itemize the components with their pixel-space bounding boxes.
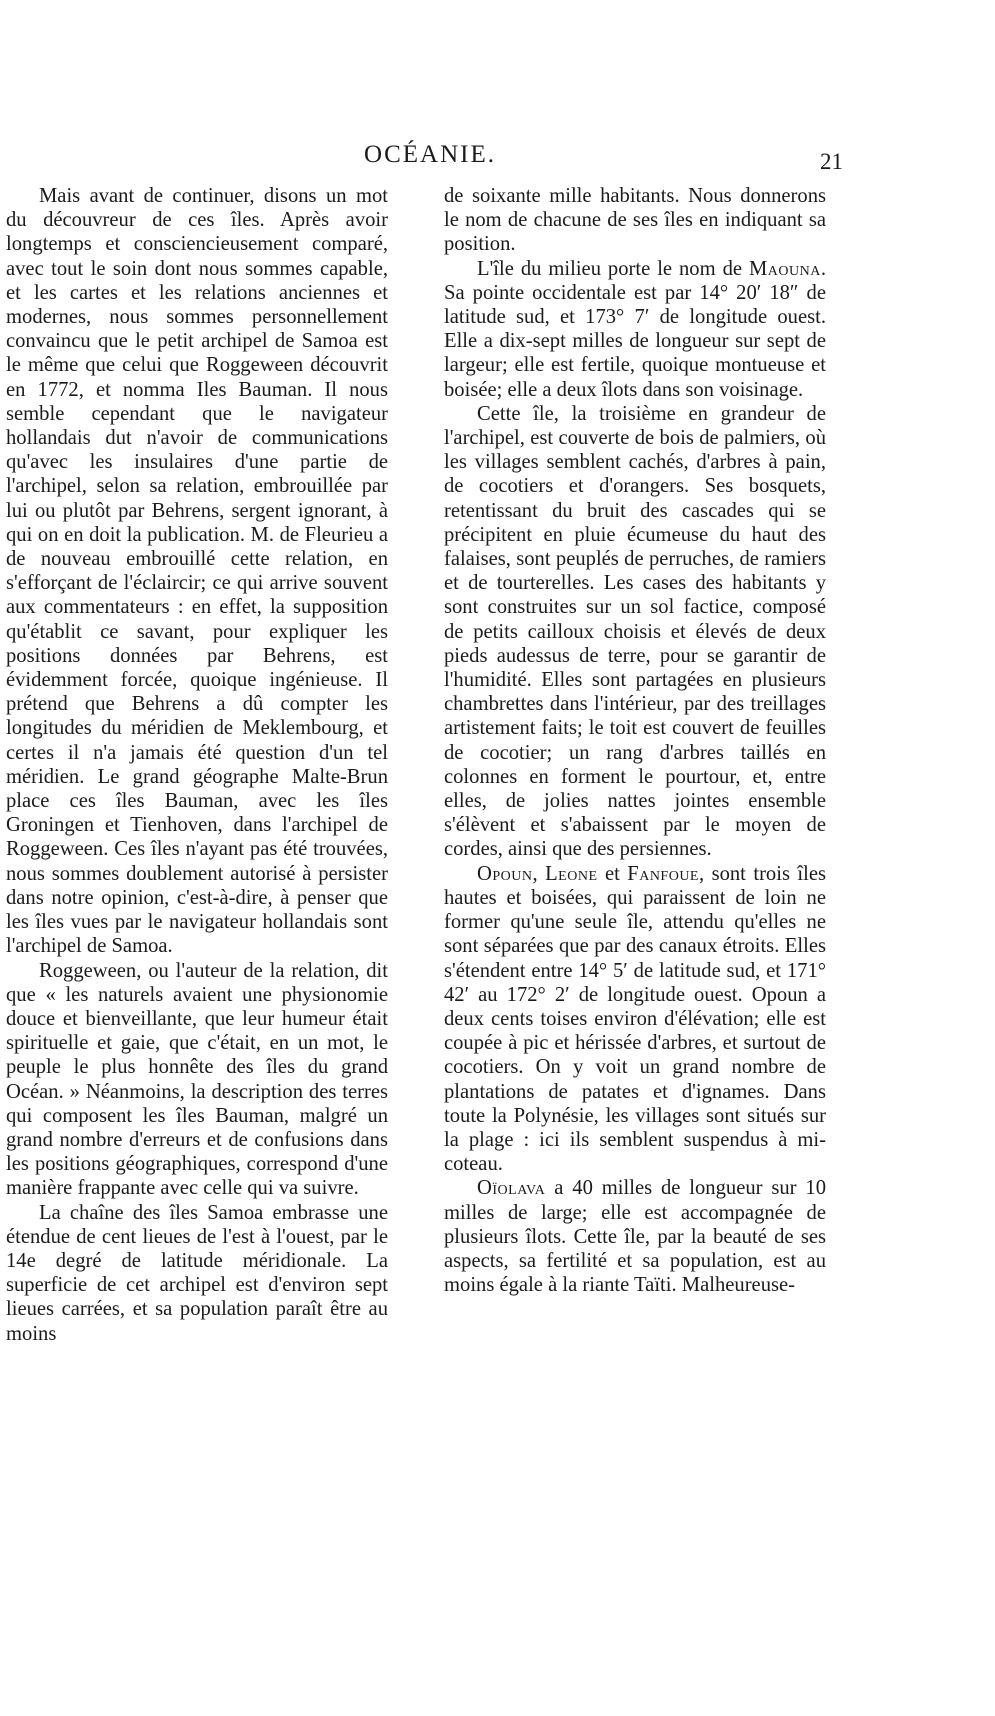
left-paragraph-2: Roggeween, ou l'auteur de la relation, dit que « les naturels avaient une physionomie douce et bienveillante, que leur humeur était spirituelle et gaie, que c'était, en un mot, le peuple le plus honnête des îles du grand Océan. » Néanmoins, la description des terres qui composent les îles Bauman, malgré un grand nombre d'erreurs et de confusions dans les positions géographiques, correspond d'une manière frappante avec celle qui va suivre. — [6, 959, 388, 1200]
right-paragraph-2 — [444, 257, 826, 402]
right-paragraph-4 — [444, 862, 826, 1177]
island-name-leone: Leone — [545, 862, 598, 885]
island-name-maouna: Maouna — [748, 257, 821, 280]
island-name-oiolava: Oïolava — [477, 1177, 546, 1200]
running-title: OCÉANIE. — [364, 141, 496, 168]
island-name-opoun: Opoun — [477, 862, 533, 885]
paragraph-text: a 40 milles de longueur sur 10 milles de large; elle est accompagnée de plusieurs îlots. Cette île, par la beauté de ses aspects, sa fertilité et sa population, est au moins égale à la riante Taïti. Malheureuse- — [444, 1177, 826, 1297]
separator: et — [597, 862, 628, 885]
paragraph-text: . Sa pointe occidentale est par 14° 20′ 18″ de latitude sud, et 173° 7′ de longitude ouest. Elle a dix-sept milles de longueur sur sept de largeur; elle est fertile, quoique montueuse et boisée; elle a deux îlots dans son voisinage. — [444, 257, 826, 401]
left-column — [6, 184, 388, 1346]
right-paragraph-3: Cette île, la troisième en grandeur de l'archipel, est couverte de bois de palmiers, où les villages semblent cachés, d'arbres à pain, de cocotiers et d'orangers. Ses bosquets, retentissant du bruit des cascades qui se précipitent en pluie écumeuse du haut des falaises, sont peuplés de perruches, de ramiers et de tourterelles. Les cases des habitants y sont construites sur un sol factice, composé de petits cailloux choisis et élevés de deux pieds audessus de terre, pour se garantir de l'humidité. Elles sont partagées en plusieurs chambrettes dans l'intérieur, par des treillages artistement faits; le toit est couvert de feuilles de cocotier; un rang d'arbres taillés en colonnes en forment le pourtour, et, entre elles, de jolies nattes jointes ensemble s'élèvent et s'abaissent par le moyen de cordes, ainsi que des persiennes. — [444, 402, 826, 861]
left-paragraph-1: Mais avant de continuer, disons un mot du découvreur de ces îles. Après avoir longtemps et consciencieusement comparé, avec tout le soin dont nous sommes capable, et les cartes et les relations anciennes et modernes, nous sommes personnellement convaincu que le petit archipel de Samoa est le même que celui que Roggeween découvrit en 1772, et nomma Iles Bauman. Il nous semble cependant que le navigateur hollandais dut n'avoir de communications qu'avec les insulaires d'une partie de l'archipel, selon sa relation, embrouillée par lui ou plutôt par Behrens, sergent ignorant, à qui on en doit la publication. M. de Fleurieu a de nouveau embrouillé cette relation, en s'efforçant de l'éclaircir; ce qui arrive souvent aux commentateurs : en effet, la supposition qu'établit ce savant, pour expliquer les positions données par Behrens, est évidemment forcée, quoique ingénieuse. Il prétend que Behrens a dû compter les longitudes du méridien de Meklembourg, et certes il n'a jamais été question d'un tel méridien. Le grand géographe Malte-Brun place ces îles Bauman, avec les îles Groningen et Tienhoven, dans l'archipel de Roggeween. Ces îles n'ayant pas été trouvées, nous sommes doublement autorisé à persister dans notre opinion, c'est-à-dire, à penser que les îles vues par le navigateur hollandais sont l'archipel de Samoa. — [6, 185, 388, 958]
island-name-fanfoue: Fanfoue — [627, 862, 699, 885]
paragraph-intro: L'île du milieu porte le nom de — [477, 257, 749, 280]
paragraph-text: , sont trois îles hautes et boisées, qui paraissent de loin ne former qu'une seule île, attendu qu'elles ne sont séparées que par des canaux étroits. Elles s'étendent entre 14° 5′ de latitude sud, et 171° 42′ au 172° 2′ de longitude ouest. Opoun a deux cents toises environ d'élévation; elle est coupée à pic et hérissée d'arbres, et surtout de cocotiers. On y voit un grand nombre de plantations de patates et d'ignames. Dans toute la Polynésie, les villages sont situés sur la plage : ici ils semblent suspendus à mi-coteau. — [444, 862, 826, 1176]
separator: , — [532, 862, 546, 885]
left-paragraph-3: La chaîne des îles Samoa embrasse une étendue de cent lieues de l'est à l'ouest, par le 14e degré de latitude méridionale. La superficie de cet archipel est d'environ sept lieues carrées, et sa population paraît être au moins — [6, 1201, 388, 1345]
right-paragraph-5 — [444, 1176, 826, 1297]
right-column — [444, 184, 826, 1297]
right-paragraph-1: de soixante mille habitants. Nous donnerons le nom de chacune de ses îles en indiquant sa position. — [444, 185, 826, 256]
page-number: 21 — [820, 149, 843, 174]
